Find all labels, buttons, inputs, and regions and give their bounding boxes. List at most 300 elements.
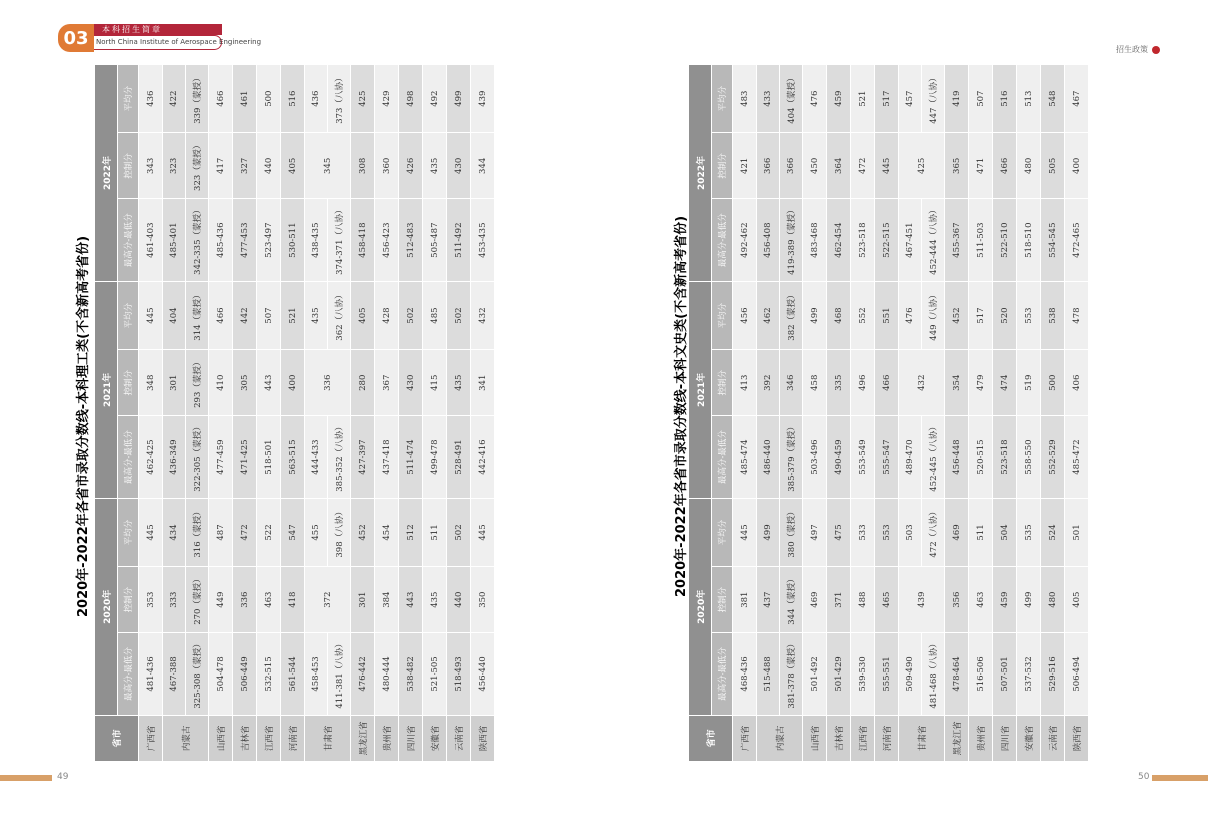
table-cell: 336 — [233, 567, 257, 633]
table-cell: 499 — [803, 281, 827, 349]
header-2022: 2022年 — [95, 65, 118, 282]
table-cell: 455-367 — [945, 199, 969, 282]
table-cell: 516 — [281, 65, 305, 133]
table-cell: 496 — [851, 350, 875, 416]
table-cell: 436 — [139, 65, 163, 133]
table-row — [1041, 65, 1065, 762]
table-cell: 518-501 — [257, 416, 281, 499]
table-cell: 472 — [851, 133, 875, 199]
table-cell: 381-378（蒙授） — [780, 633, 803, 716]
table-cell: 485-474 — [733, 416, 757, 499]
table-cell: 483-468 — [803, 199, 827, 282]
table-cell: 373（八协） — [328, 65, 351, 133]
table-cell: 435 — [447, 350, 471, 416]
table-cell: 421 — [733, 133, 757, 199]
table-cell: 476 — [899, 281, 922, 349]
table-cell: 327 — [233, 133, 257, 199]
table-cell: 342-335（蒙授） — [186, 199, 209, 282]
table-cell: 521-505 — [423, 633, 447, 716]
table-cell: 507 — [257, 281, 281, 349]
table-row — [969, 65, 993, 762]
header-range: 最高分-最低分 — [118, 416, 139, 499]
cell-province: 甘肃省 — [305, 715, 351, 761]
table-cell: 461-403 — [139, 199, 163, 282]
table-cell: 452 — [945, 281, 969, 349]
table-cell: 499 — [757, 498, 780, 566]
table-cell: 382（蒙授） — [780, 281, 803, 349]
table-cell: 481-436 — [139, 633, 163, 716]
table-cell: 532-515 — [257, 633, 281, 716]
table-cell: 444-433 — [305, 416, 328, 499]
table-cell: 509-490 — [899, 633, 922, 716]
table-cell: 513 — [1017, 65, 1041, 133]
table-cell: 445 — [139, 281, 163, 349]
table-cell: 516 — [993, 65, 1017, 133]
cell-province: 内蒙古 — [163, 715, 209, 761]
table-cell: 426 — [399, 133, 423, 199]
table-cell: 356 — [945, 567, 969, 633]
table-cell: 500 — [1041, 350, 1065, 416]
table-cell: 343 — [139, 133, 163, 199]
table-cell: 506-494 — [1065, 633, 1089, 716]
table-cell: 432 — [471, 281, 495, 349]
table-cell: 384 — [375, 567, 399, 633]
table-cell: 469 — [803, 567, 827, 633]
header-2020: 2020年 — [95, 498, 118, 715]
table1-container — [94, 64, 495, 762]
table-cell: 385-379（蒙授） — [780, 416, 803, 499]
table-row — [827, 65, 851, 762]
table-cell: 472（八协） — [922, 498, 945, 566]
table-cell: 434 — [163, 498, 186, 566]
table-cell: 445 — [139, 498, 163, 566]
header-control: 控制分 — [118, 133, 139, 199]
table-cell: 488 — [851, 567, 875, 633]
cell-province: 安徽省 — [1017, 715, 1041, 761]
table-cell: 518-510 — [1017, 199, 1041, 282]
table-cell: 462-454 — [827, 199, 851, 282]
table-cell: 547 — [281, 498, 305, 566]
table-cell: 371 — [827, 567, 851, 633]
table-cell: 548 — [1041, 65, 1065, 133]
table-cell: 521 — [281, 281, 305, 349]
table-cell: 445 — [733, 498, 757, 566]
table-cell: 438-435 — [305, 199, 328, 282]
table-cell: 538-482 — [399, 633, 423, 716]
table-cell: 501-429 — [827, 633, 851, 716]
table-cell: 335 — [827, 350, 851, 416]
table-cell: 452-444（八协） — [922, 199, 945, 282]
table-cell: 465 — [875, 567, 899, 633]
cell-province: 河南省 — [281, 715, 305, 761]
table-cell: 301 — [163, 350, 186, 416]
table-cell: 468-436 — [733, 633, 757, 716]
table-row — [875, 65, 899, 762]
table-cell: 479 — [969, 350, 993, 416]
header-avg: 平均分 — [118, 281, 139, 349]
cell-province: 安徽省 — [423, 715, 447, 761]
table-row — [733, 65, 757, 762]
table-cell: 458-453 — [305, 633, 328, 716]
table-cell: 404 — [163, 281, 186, 349]
brand-header — [94, 24, 262, 50]
header-control: 控制分 — [712, 567, 733, 633]
table-cell: 417 — [209, 133, 233, 199]
header-control: 控制分 — [712, 350, 733, 416]
header-control: 控制分 — [118, 350, 139, 416]
table-cell: 485-472 — [1065, 416, 1089, 499]
table-cell: 478 — [1065, 281, 1089, 349]
table-cell: 405 — [1065, 567, 1089, 633]
table-cell: 463 — [257, 567, 281, 633]
cell-province: 黑龙江省 — [351, 715, 375, 761]
table-cell: 410 — [209, 350, 233, 416]
table-cell: 325-308（蒙授） — [186, 633, 209, 716]
table-cell: 462 — [757, 281, 780, 349]
table-cell: 502 — [399, 281, 423, 349]
table-cell: 453-435 — [471, 199, 495, 282]
table-cell: 430 — [399, 350, 423, 416]
table-cell: 385-352（八协） — [328, 416, 351, 499]
table-cell: 468 — [827, 281, 851, 349]
table-cell: 522 — [257, 498, 281, 566]
header-2021: 2021年 — [689, 281, 712, 498]
table-cell: 270（蒙授） — [186, 567, 209, 633]
table-cell: 511-492 — [447, 199, 471, 282]
table-cell: 502 — [447, 498, 471, 566]
cell-province: 江西省 — [851, 715, 875, 761]
table-cell: 430 — [447, 133, 471, 199]
table-cell: 405 — [281, 133, 305, 199]
table-cell: 517 — [969, 281, 993, 349]
table-cell: 437 — [757, 567, 780, 633]
table-cell: 443 — [257, 350, 281, 416]
table-cell: 501-492 — [803, 633, 827, 716]
table-cell: 535 — [1017, 498, 1041, 566]
table-cell: 553 — [1017, 281, 1041, 349]
header-2021: 2021年 — [95, 281, 118, 498]
table-cell: 445 — [875, 133, 899, 199]
table-cell: 435 — [423, 567, 447, 633]
table-cell: 419-389（蒙授） — [780, 199, 803, 282]
table-cell: 499 — [1017, 567, 1041, 633]
table-cell: 499-478 — [423, 416, 447, 499]
table-cell: 500 — [257, 65, 281, 133]
table-row — [945, 65, 969, 762]
table-cell: 400 — [281, 350, 305, 416]
table-row — [233, 65, 257, 762]
table-cell: 504 — [993, 498, 1017, 566]
table-cell: 476 — [803, 65, 827, 133]
table-cell: 442 — [233, 281, 257, 349]
table-cell: 425 — [351, 65, 375, 133]
table-cell: 280 — [351, 350, 375, 416]
cell-province: 内蒙古 — [757, 715, 803, 761]
table-cell: 467-451 — [899, 199, 922, 282]
chapter-badge: 03 — [58, 24, 94, 52]
cell-province: 山西省 — [803, 715, 827, 761]
table-cell: 524 — [1041, 498, 1065, 566]
table-cell: 427-397 — [351, 416, 375, 499]
table-cell: 469 — [945, 498, 969, 566]
table-row — [993, 65, 1017, 762]
table-cell: 449（八协） — [922, 281, 945, 349]
table-cell: 456-423 — [375, 199, 399, 282]
table-cell: 400 — [1065, 133, 1089, 199]
header-range: 最高分-最低分 — [712, 416, 733, 499]
table-row — [257, 65, 281, 762]
header-control: 控制分 — [712, 133, 733, 199]
header-avg: 平均分 — [712, 281, 733, 349]
table-row — [899, 65, 922, 762]
table-cell: 440 — [447, 567, 471, 633]
table-row — [780, 65, 803, 762]
header-province: 省市 — [689, 715, 733, 761]
table-row — [447, 65, 471, 762]
table-cell: 466 — [209, 65, 233, 133]
header-control: 控制分 — [118, 567, 139, 633]
table-cell: 314（蒙授） — [186, 281, 209, 349]
cell-province: 四川省 — [399, 715, 423, 761]
table-cell: 461 — [233, 65, 257, 133]
table2 — [688, 64, 1089, 762]
table-cell: 563-515 — [281, 416, 305, 499]
table-cell: 537-532 — [1017, 633, 1041, 716]
table-cell: 293（蒙授） — [186, 350, 209, 416]
table-cell: 362（八协） — [328, 281, 351, 349]
table-cell: 492-462 — [733, 199, 757, 282]
table-row — [1017, 65, 1041, 762]
table-cell: 507 — [969, 65, 993, 133]
table-cell: 439 — [471, 65, 495, 133]
table-cell: 447（八协） — [922, 65, 945, 133]
table-cell: 522-510 — [993, 199, 1017, 282]
table-cell: 354 — [945, 350, 969, 416]
footer-bar-right — [1152, 775, 1208, 781]
table-cell: 440 — [257, 133, 281, 199]
cell-province: 广西省 — [139, 715, 163, 761]
table-cell: 466 — [875, 350, 899, 416]
table-cell: 561-544 — [281, 633, 305, 716]
table-cell: 497 — [803, 498, 827, 566]
table-cell: 346 — [780, 350, 803, 416]
table-cell: 523-518 — [851, 199, 875, 282]
table-cell: 505 — [1041, 133, 1065, 199]
table-cell: 450 — [803, 133, 827, 199]
table-cell: 502 — [447, 281, 471, 349]
table-cell: 475 — [827, 498, 851, 566]
table-cell: 344（蒙授） — [780, 567, 803, 633]
table-cell: 411-381（八协） — [328, 633, 351, 716]
header-range: 最高分-最低分 — [118, 199, 139, 282]
header-avg: 平均分 — [118, 498, 139, 566]
cell-province: 广西省 — [733, 715, 757, 761]
table-cell: 360 — [375, 133, 399, 199]
table-cell: 413 — [733, 350, 757, 416]
table-cell: 523-497 — [257, 199, 281, 282]
table-cell: 419 — [945, 65, 969, 133]
table-row — [305, 65, 328, 762]
table-cell: 439 — [899, 567, 945, 633]
table-cell: 481-468（八协） — [922, 633, 945, 716]
table-cell: 517 — [875, 65, 899, 133]
table-cell: 511-474 — [399, 416, 423, 499]
table-cell: 458 — [803, 350, 827, 416]
brand-label-en: North China Institute of Aerospace Engineering — [94, 35, 222, 50]
cell-province: 甘肃省 — [899, 715, 945, 761]
table-cell: 467-388 — [163, 633, 186, 716]
header-avg: 平均分 — [118, 65, 139, 133]
dot-icon — [1152, 46, 1160, 54]
cell-province: 江西省 — [257, 715, 281, 761]
table-cell: 443 — [399, 567, 423, 633]
table-cell: 511-503 — [969, 199, 993, 282]
table-cell: 353 — [139, 567, 163, 633]
table-cell: 301 — [351, 567, 375, 633]
table-cell: 505-487 — [423, 199, 447, 282]
table-cell: 366 — [757, 133, 780, 199]
table-cell: 551 — [875, 281, 899, 349]
table-cell: 406 — [1065, 350, 1089, 416]
table-cell: 530-511 — [281, 199, 305, 282]
table-cell: 455 — [305, 498, 328, 566]
cell-province: 云南省 — [447, 715, 471, 761]
table-cell: 392 — [757, 350, 780, 416]
table-cell: 418 — [281, 567, 305, 633]
cell-province: 河南省 — [875, 715, 899, 761]
table-cell: 333 — [163, 567, 186, 633]
table-cell: 364 — [827, 133, 851, 199]
table-cell: 415 — [423, 350, 447, 416]
table-cell: 512-483 — [399, 199, 423, 282]
table-row — [851, 65, 875, 762]
table-cell: 477-459 — [209, 416, 233, 499]
table-cell: 323（蒙授） — [186, 133, 209, 199]
table-cell: 345 — [305, 133, 351, 199]
cell-province: 陕西省 — [471, 715, 495, 761]
cell-province: 山西省 — [209, 715, 233, 761]
table-cell: 486-440 — [757, 416, 780, 499]
table-cell: 489-470 — [899, 416, 922, 499]
header-avg: 平均分 — [712, 65, 733, 133]
table-cell: 490-459 — [827, 416, 851, 499]
table-cell: 522-515 — [875, 199, 899, 282]
cell-province: 四川省 — [993, 715, 1017, 761]
table-cell: 459 — [827, 65, 851, 133]
table-cell: 471-425 — [233, 416, 257, 499]
table-cell: 471 — [969, 133, 993, 199]
table-cell: 477-453 — [233, 199, 257, 282]
table-row — [423, 65, 447, 762]
header-range: 最高分-最低分 — [712, 199, 733, 282]
table-row — [139, 65, 163, 762]
table-cell: 487 — [209, 498, 233, 566]
table-cell: 501 — [1065, 498, 1089, 566]
table-cell: 485 — [423, 281, 447, 349]
table-cell: 428 — [375, 281, 399, 349]
table-cell: 308 — [351, 133, 375, 199]
table-cell: 462-425 — [139, 416, 163, 499]
table-row — [351, 65, 375, 762]
cell-province: 陕西省 — [1065, 715, 1089, 761]
table-row — [163, 65, 186, 762]
table-cell: 405 — [351, 281, 375, 349]
table-cell: 449 — [209, 567, 233, 633]
table-row — [757, 65, 780, 762]
table-cell: 456-448 — [945, 416, 969, 499]
footer-bar-left — [0, 775, 52, 781]
table-cell: 457 — [899, 65, 922, 133]
table-cell: 552 — [851, 281, 875, 349]
table-cell: 437-418 — [375, 416, 399, 499]
table-cell: 432 — [899, 350, 945, 416]
table-cell: 436 — [305, 65, 328, 133]
table-cell: 558-550 — [1017, 416, 1041, 499]
table-cell: 539-530 — [851, 633, 875, 716]
table-cell: 504-478 — [209, 633, 233, 716]
table-cell: 512 — [399, 498, 423, 566]
brand-label-cn: 本科招生简章 — [94, 24, 222, 35]
table-row — [399, 65, 423, 762]
header-avg: 平均分 — [712, 498, 733, 566]
table-cell: 341 — [471, 350, 495, 416]
table-cell: 554-545 — [1041, 199, 1065, 282]
table-cell: 523-518 — [993, 416, 1017, 499]
table-cell: 485-436 — [209, 199, 233, 282]
table-cell: 503 — [899, 498, 922, 566]
table-cell: 445 — [471, 498, 495, 566]
table-cell: 538 — [1041, 281, 1065, 349]
table-cell: 365 — [945, 133, 969, 199]
table-cell: 336 — [305, 350, 351, 416]
header-province: 省市 — [95, 715, 139, 761]
table-cell: 456 — [733, 281, 757, 349]
table-cell: 344 — [471, 133, 495, 199]
table-cell: 316（蒙授） — [186, 498, 209, 566]
table-cell: 520-515 — [969, 416, 993, 499]
table-cell: 519 — [1017, 350, 1041, 416]
table-cell: 372 — [305, 567, 351, 633]
table-cell: 480-444 — [375, 633, 399, 716]
table-cell: 339（蒙授） — [186, 65, 209, 133]
table-cell: 456-408 — [757, 199, 780, 282]
table-cell: 555-547 — [875, 416, 899, 499]
table-row — [375, 65, 399, 762]
table-cell: 404（蒙授） — [780, 65, 803, 133]
table-cell: 366 — [780, 133, 803, 199]
table-cell: 478-464 — [945, 633, 969, 716]
table-cell: 472 — [233, 498, 257, 566]
table-cell: 374-371（八协） — [328, 199, 351, 282]
table-cell: 466 — [993, 133, 1017, 199]
table-cell: 521 — [851, 65, 875, 133]
table-row — [209, 65, 233, 762]
table-row — [1065, 65, 1089, 762]
table-cell: 511 — [423, 498, 447, 566]
table-cell: 476-442 — [351, 633, 375, 716]
table-cell: 467 — [1065, 65, 1089, 133]
table-cell: 553-549 — [851, 416, 875, 499]
header-range: 最高分-最低分 — [118, 633, 139, 716]
table-cell: 425 — [899, 133, 945, 199]
table-cell: 518-493 — [447, 633, 471, 716]
cell-province: 吉林省 — [233, 715, 257, 761]
table-cell: 552-529 — [1041, 416, 1065, 499]
table-cell: 452-445（八协） — [922, 416, 945, 499]
table-cell: 498 — [399, 65, 423, 133]
table-cell: 323 — [163, 133, 186, 199]
table-cell: 474 — [993, 350, 1017, 416]
